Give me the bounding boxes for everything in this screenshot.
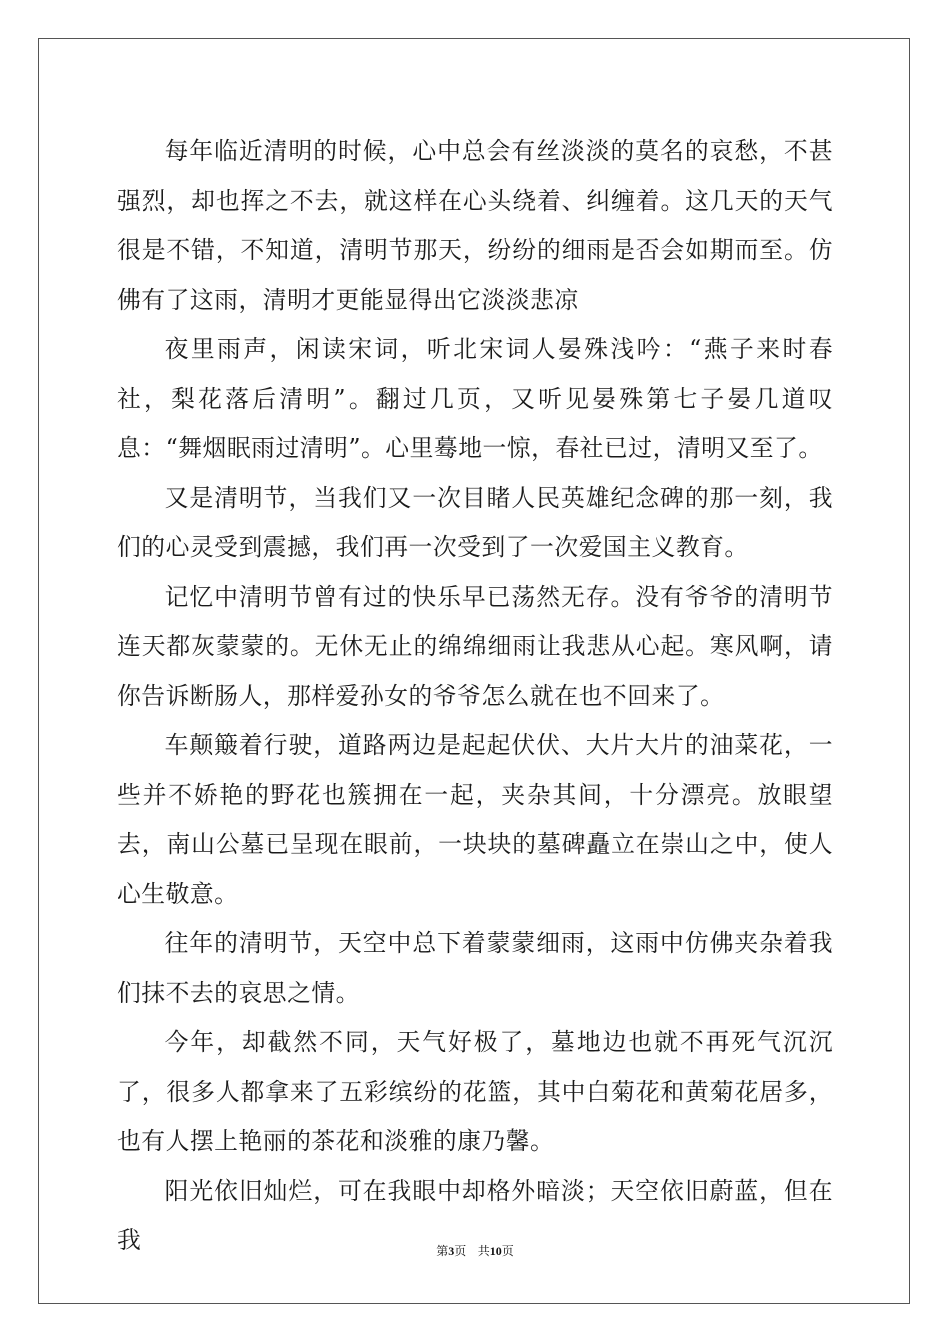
page-prefix: 第	[436, 1244, 449, 1258]
total-pages: 10	[489, 1244, 502, 1258]
paragraph: 记忆中清明节曾有过的快乐早已荡然无存。没有爷爷的清明节连天都灰蒙蒙的。无休无止的绵绵细雨让我悲从心起。寒风啊，请你告诉断肠人，那样爱孙女的爷爷怎么就在也不回来了。	[117, 582, 833, 710]
paragraph: 阳光依旧灿烂，可在我眼中却格外暗淡；天空依旧蔚蓝，但在我	[117, 1176, 833, 1254]
paragraph: 车颠簸着行驶，道路两边是起起伏伏、大片大片的油菜花，一些并不娇艳的野花也簇拥在一起，夹杂其间，十分漂亮。放眼望去，南山公墓已呈现在眼前，一块块的墓碑矗立在崇山之中，使人心生敬意。	[117, 731, 833, 908]
page-footer	[0, 1242, 950, 1259]
page-number: 3	[448, 1244, 455, 1258]
paragraph: 每年临近清明的时候，心中总会有丝淡淡的莫名的哀愁，不甚强烈，却也挥之不去，就这样在心头绕着、纠缠着。这几天的天气很是不错，不知道，清明节那天，纷纷的细雨是否会如期而至。仿佛有了这雨，清明才更能显得出它淡淡悲凉	[117, 137, 833, 314]
total-prefix: 共	[477, 1244, 490, 1258]
paragraph: 今年，却截然不同，天气好极了，墓地边也就不再死气沉沉了，很多人都拿来了五彩缤纷的花篮，其中白菊花和黄菊花居多，也有人摆上艳丽的茶花和淡雅的康乃馨。	[117, 1028, 833, 1155]
page-suffix: 页	[454, 1244, 467, 1258]
total-suffix: 页	[501, 1244, 514, 1258]
paragraph: 又是清明节，当我们又一次目睹人民英雄纪念碑的那一刻，我们的心灵受到震撼，我们再一次受到了一次爱国主义教育。	[117, 483, 833, 561]
document-body	[117, 127, 833, 1266]
paragraph: 往年的清明节，天空中总下着蒙蒙细雨，这雨中仿佛夹杂着我们抹不去的哀思之情。	[117, 929, 833, 1007]
paragraph: 夜里雨声，闲读宋词，听北宋词人晏殊浅吟：“燕子来时春社，梨花落后清明”。翻过几页，又听见晏殊第七子晏几道叹息：“舞烟眠雨过清明”。心里蓦地一惊，春社已过，清明又至了。	[117, 335, 833, 462]
